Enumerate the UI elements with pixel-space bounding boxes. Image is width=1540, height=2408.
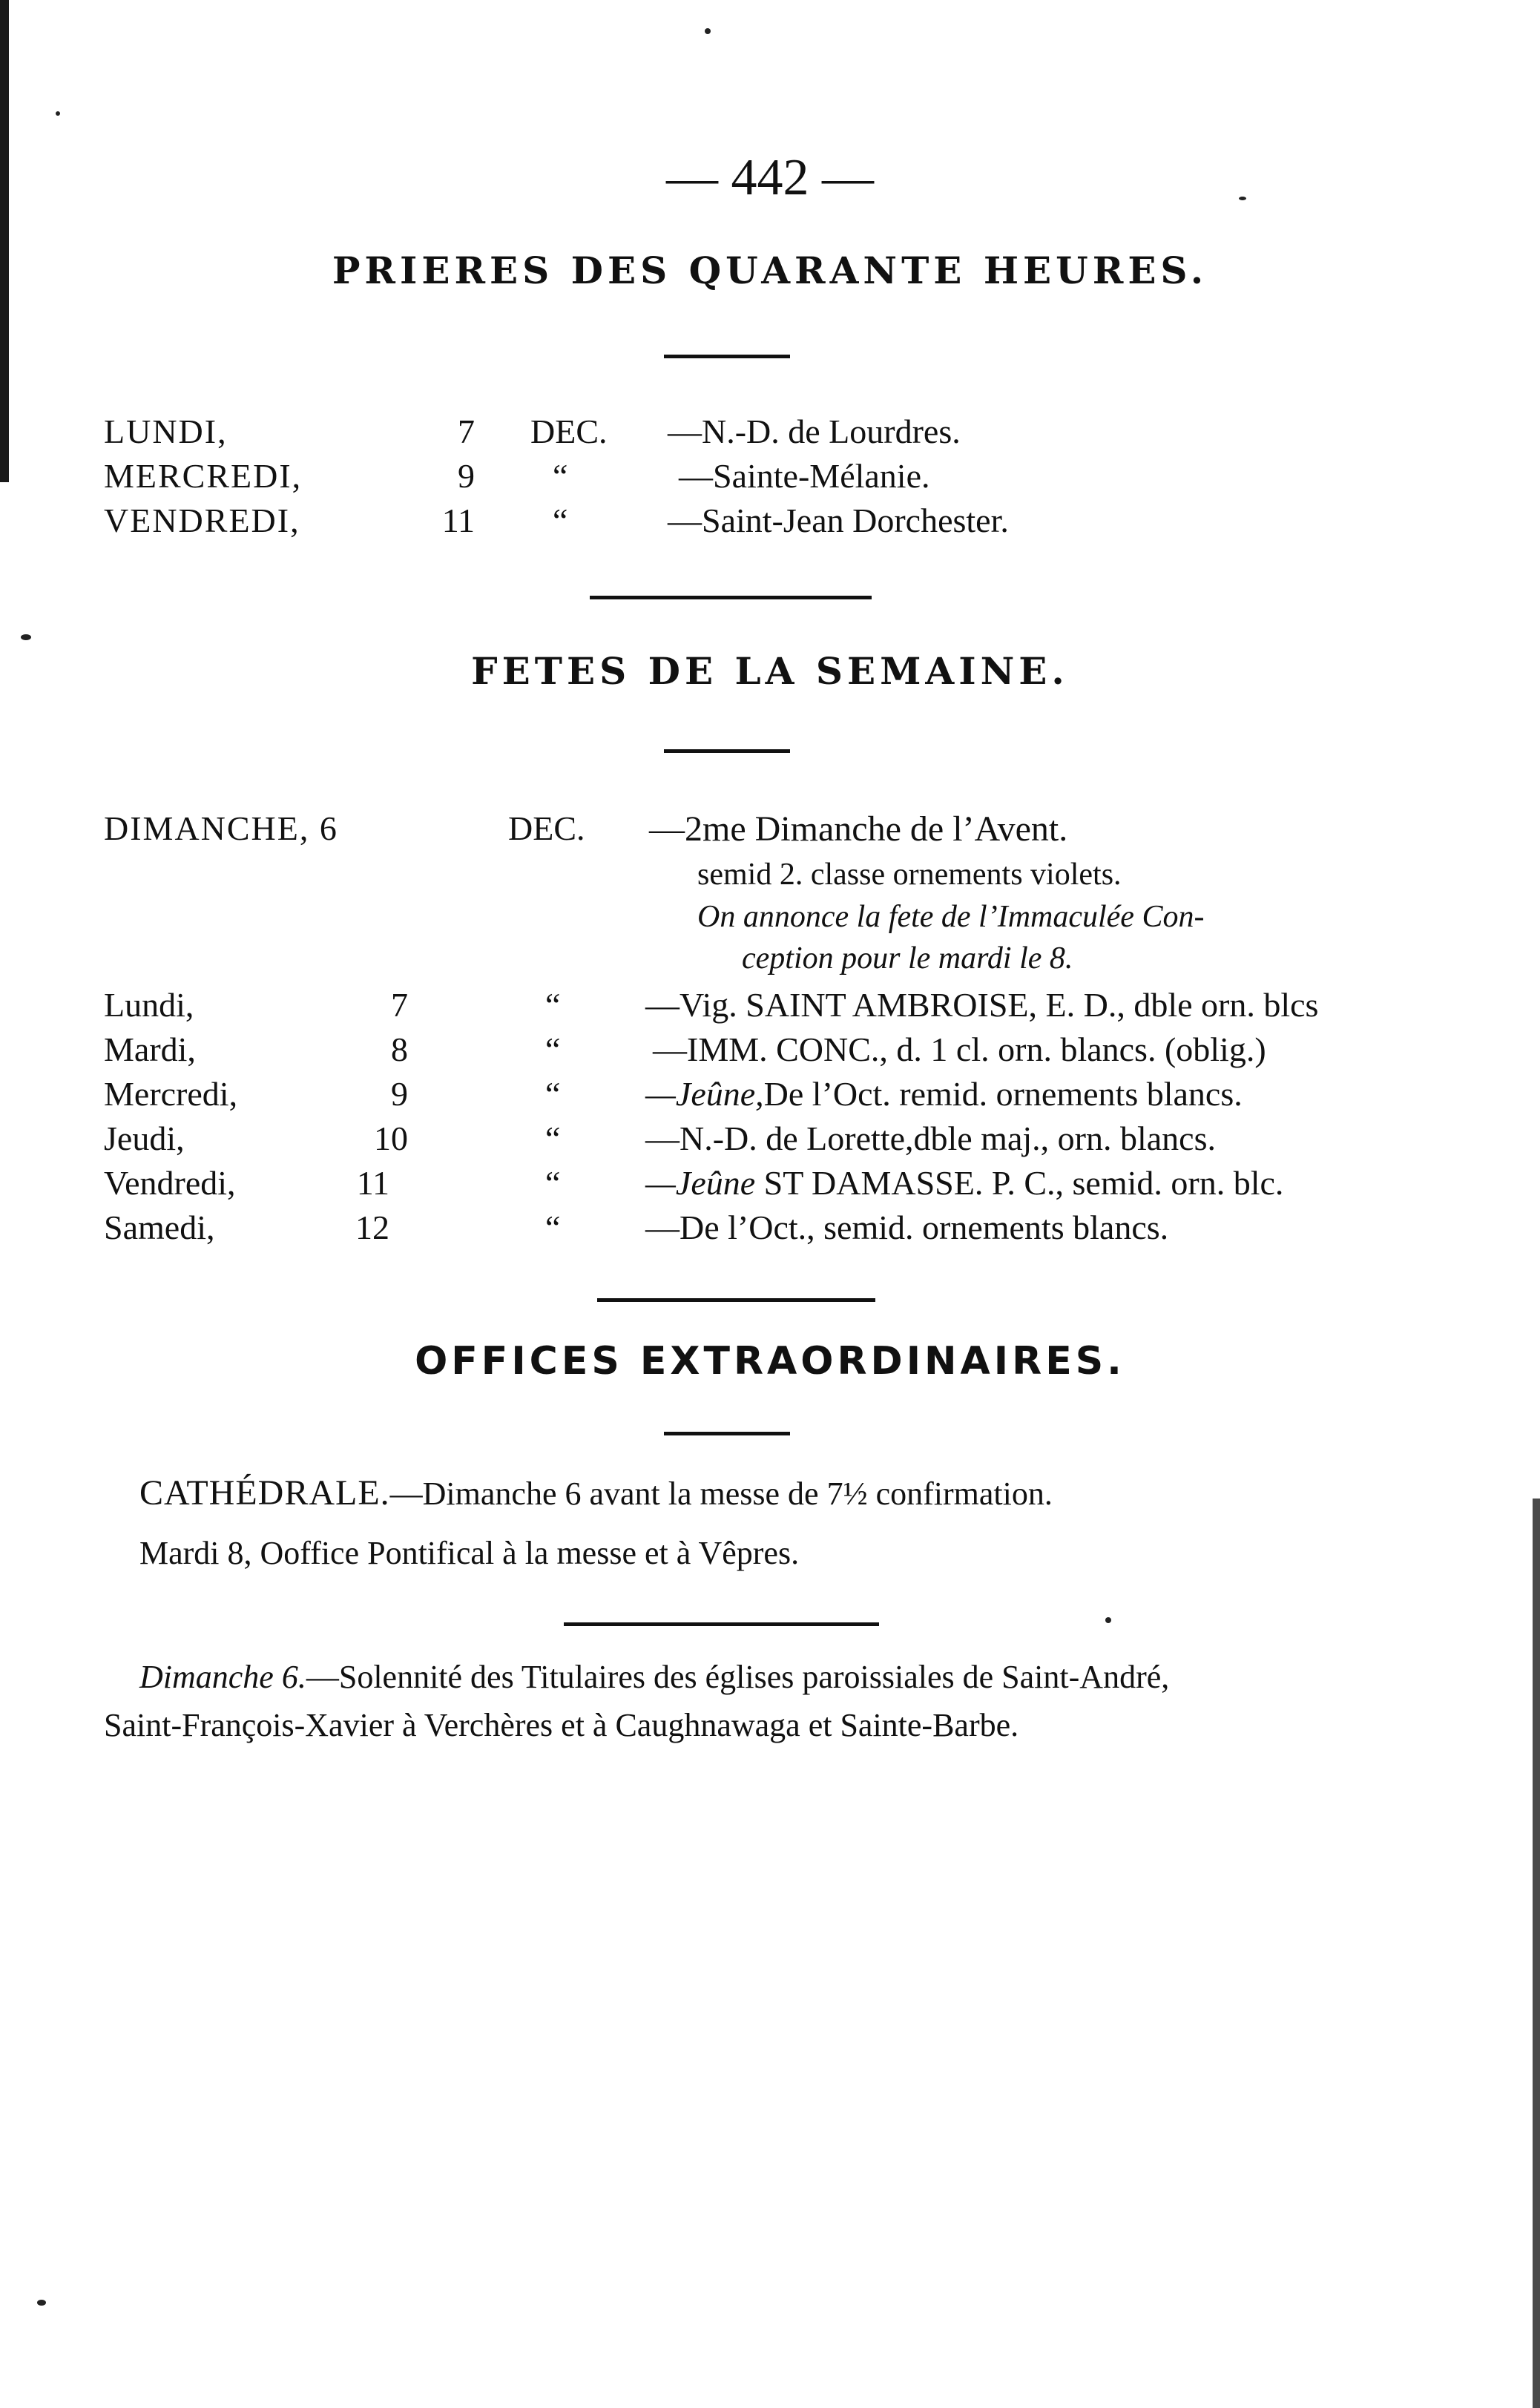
scan-speck bbox=[705, 28, 711, 34]
day: DIMANCHE, 6 bbox=[104, 809, 338, 847]
fast-note: —Jeûne, bbox=[645, 1075, 764, 1113]
feast-row bbox=[0, 1119, 1540, 1165]
quarante-heures-row bbox=[0, 456, 1540, 502]
dimanche-label: Dimanche 6. bbox=[139, 1659, 306, 1695]
day: Mardi, bbox=[104, 1030, 196, 1068]
feast-row bbox=[0, 1030, 1540, 1076]
cathedrale-paragraph bbox=[139, 1473, 1053, 1513]
ditto-mark: “ bbox=[545, 1119, 561, 1157]
date: 9 bbox=[458, 457, 475, 495]
description: —Saint-Jean Dorchester. bbox=[668, 501, 1009, 539]
month: DEC. bbox=[530, 412, 608, 450]
date: 10 bbox=[374, 1119, 408, 1157]
description: —N.-D. de Lorette,dble maj., orn. blancs. bbox=[645, 1119, 1216, 1157]
divider bbox=[564, 1622, 879, 1626]
scan-speck bbox=[37, 2300, 46, 2306]
day: MERCREDI, bbox=[104, 457, 303, 495]
description: —Vig. SAINT AMBROISE, E. D., dble orn. blcs bbox=[645, 986, 1319, 1024]
day: VENDREDI, bbox=[104, 501, 300, 539]
date: 8 bbox=[391, 1030, 408, 1068]
date: 12 bbox=[355, 1208, 389, 1246]
sunday-announcement: On annonce la fete de l’Immaculée Con- bbox=[697, 900, 1205, 934]
description-text: De l’Oct. remid. ornements blancs. bbox=[763, 1075, 1243, 1113]
feast-row bbox=[0, 1163, 1540, 1209]
divider bbox=[664, 1432, 790, 1435]
section-title-offices: OFFICES EXTRAORDINAIRES. bbox=[415, 1339, 1125, 1384]
cathedrale-text: —Dimanche 6 avant la messe de 7½ confirmation. bbox=[389, 1476, 1053, 1512]
quarante-heures-row bbox=[0, 501, 1540, 547]
description: —Sainte-Mélanie. bbox=[679, 457, 930, 495]
divider bbox=[664, 355, 790, 358]
page-number: — 442 — bbox=[666, 149, 874, 206]
day: Samedi, bbox=[104, 1208, 215, 1246]
date: 9 bbox=[391, 1075, 408, 1113]
scan-speck bbox=[56, 111, 60, 116]
ditto-mark: “ bbox=[545, 1208, 561, 1246]
ditto-mark: “ bbox=[553, 457, 568, 495]
description: —IMM. CONC., d. 1 cl. orn. blancs. (oblig.) bbox=[653, 1030, 1266, 1068]
section-title-fetes-semaine: FETES DE LA SEMAINE. bbox=[471, 649, 1069, 693]
sunday-row bbox=[0, 809, 1540, 855]
ditto-mark: “ bbox=[545, 1075, 561, 1113]
section-title-quarante-heures: PRIERES DES QUARANTE HEURES. bbox=[332, 249, 1208, 292]
month: DEC. bbox=[508, 809, 585, 847]
ditto-mark: “ bbox=[545, 1030, 561, 1068]
mardi-paragraph: Mardi 8, Ooffice Pontifical à la messe et à Vêpres. bbox=[139, 1535, 800, 1571]
scan-edge-right bbox=[1533, 1499, 1540, 2408]
feast-row bbox=[0, 985, 1540, 1031]
fast-note: —Jeûne bbox=[645, 1164, 756, 1202]
date: 11 bbox=[356, 1164, 389, 1202]
sunday-note: semid 2. classe ornements violets. bbox=[697, 858, 1122, 892]
day: Vendredi, bbox=[104, 1164, 236, 1202]
scan-speck bbox=[1105, 1617, 1111, 1623]
day: LUNDI, bbox=[104, 412, 228, 450]
dimanche-text-line2: Saint-François-Xavier à Verchères et à Caughnawaga et Sainte-Barbe. bbox=[104, 1707, 1019, 1743]
ditto-mark: “ bbox=[545, 986, 561, 1024]
cathedrale-label: CATHÉDRALE. bbox=[139, 1473, 390, 1513]
day: Mercredi, bbox=[104, 1075, 238, 1113]
feast-row bbox=[0, 1074, 1540, 1120]
divider bbox=[597, 1298, 875, 1302]
ditto-mark: “ bbox=[553, 501, 568, 539]
ditto-mark: “ bbox=[545, 1164, 561, 1202]
divider bbox=[664, 749, 790, 753]
description bbox=[645, 1074, 1243, 1113]
description: —De l’Oct., semid. ornements blancs. bbox=[645, 1208, 1169, 1246]
feast-row bbox=[0, 1208, 1540, 1254]
description bbox=[645, 1163, 1283, 1203]
quarante-heures-row bbox=[0, 412, 1540, 458]
description: —2me Dimanche de l’Avent. bbox=[649, 809, 1068, 849]
description-text: ST DAMASSE. P. C., semid. orn. blc. bbox=[763, 1164, 1284, 1202]
scan-speck bbox=[21, 634, 31, 640]
dimanche-paragraph bbox=[139, 1658, 1169, 1696]
date: 7 bbox=[458, 412, 475, 450]
dimanche-text-line1: —Solennité des Titulaires des églises paroissiales de Saint-André, bbox=[306, 1659, 1170, 1695]
date: 7 bbox=[391, 986, 408, 1024]
scan-edge-left bbox=[0, 0, 9, 482]
divider bbox=[590, 596, 872, 599]
day: Jeudi, bbox=[104, 1119, 185, 1157]
sunday-announcement-cont: ception pour le mardi le 8. bbox=[742, 941, 1073, 976]
day: Lundi, bbox=[104, 986, 194, 1024]
date: 11 bbox=[441, 501, 475, 539]
description: —N.-D. de Lourdres. bbox=[668, 412, 961, 450]
